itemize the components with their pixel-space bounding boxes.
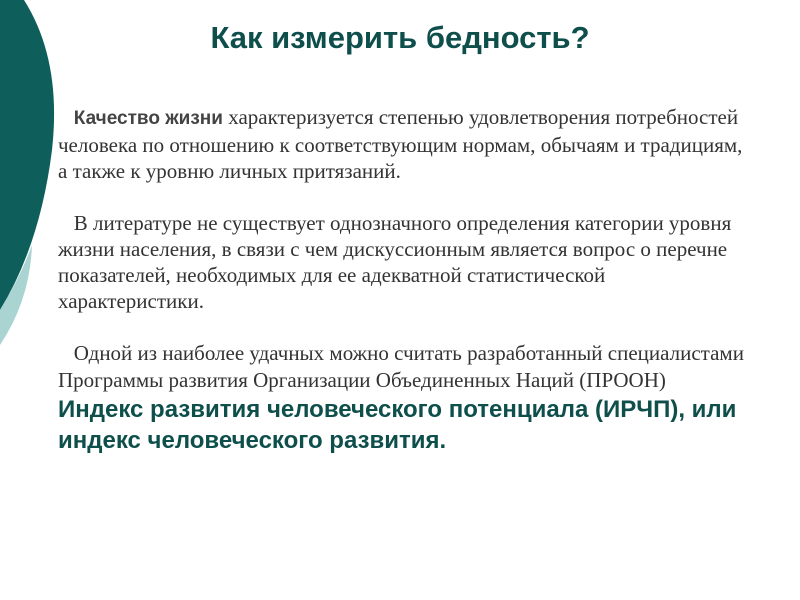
paragraph-lead-term: Качество жизни [73, 108, 223, 129]
paragraph-quality-of-life [58, 104, 748, 184]
paragraph-text: Одной из наиболее удачных можно считать разработанный специалистами Программы развития Организации Объединенных Наций (ПРООН) [58, 341, 744, 392]
body-text [58, 104, 748, 482]
paragraph-text: характеризуется степенью удовлетворения потребностей человека по отношению к соответствующим нормам, обычаям и традициям, а также к уровню личных притязаний. [58, 105, 743, 183]
page-title: Как измерить бедность? [210, 20, 590, 55]
paragraph-literature [58, 210, 748, 314]
paragraph-text: В литературе не существует однозначного определения категории уровня жизни населения, в связи с чем дискуссионным является вопрос о перечне показателей, необходимых для ее адекватной статистической характеристики. [58, 211, 732, 313]
hdi-highlight: Индекс развития человеческого потенциала (ИРЧП), или индекс человеческого развития. [58, 396, 737, 454]
paragraph-hdi [58, 340, 748, 456]
